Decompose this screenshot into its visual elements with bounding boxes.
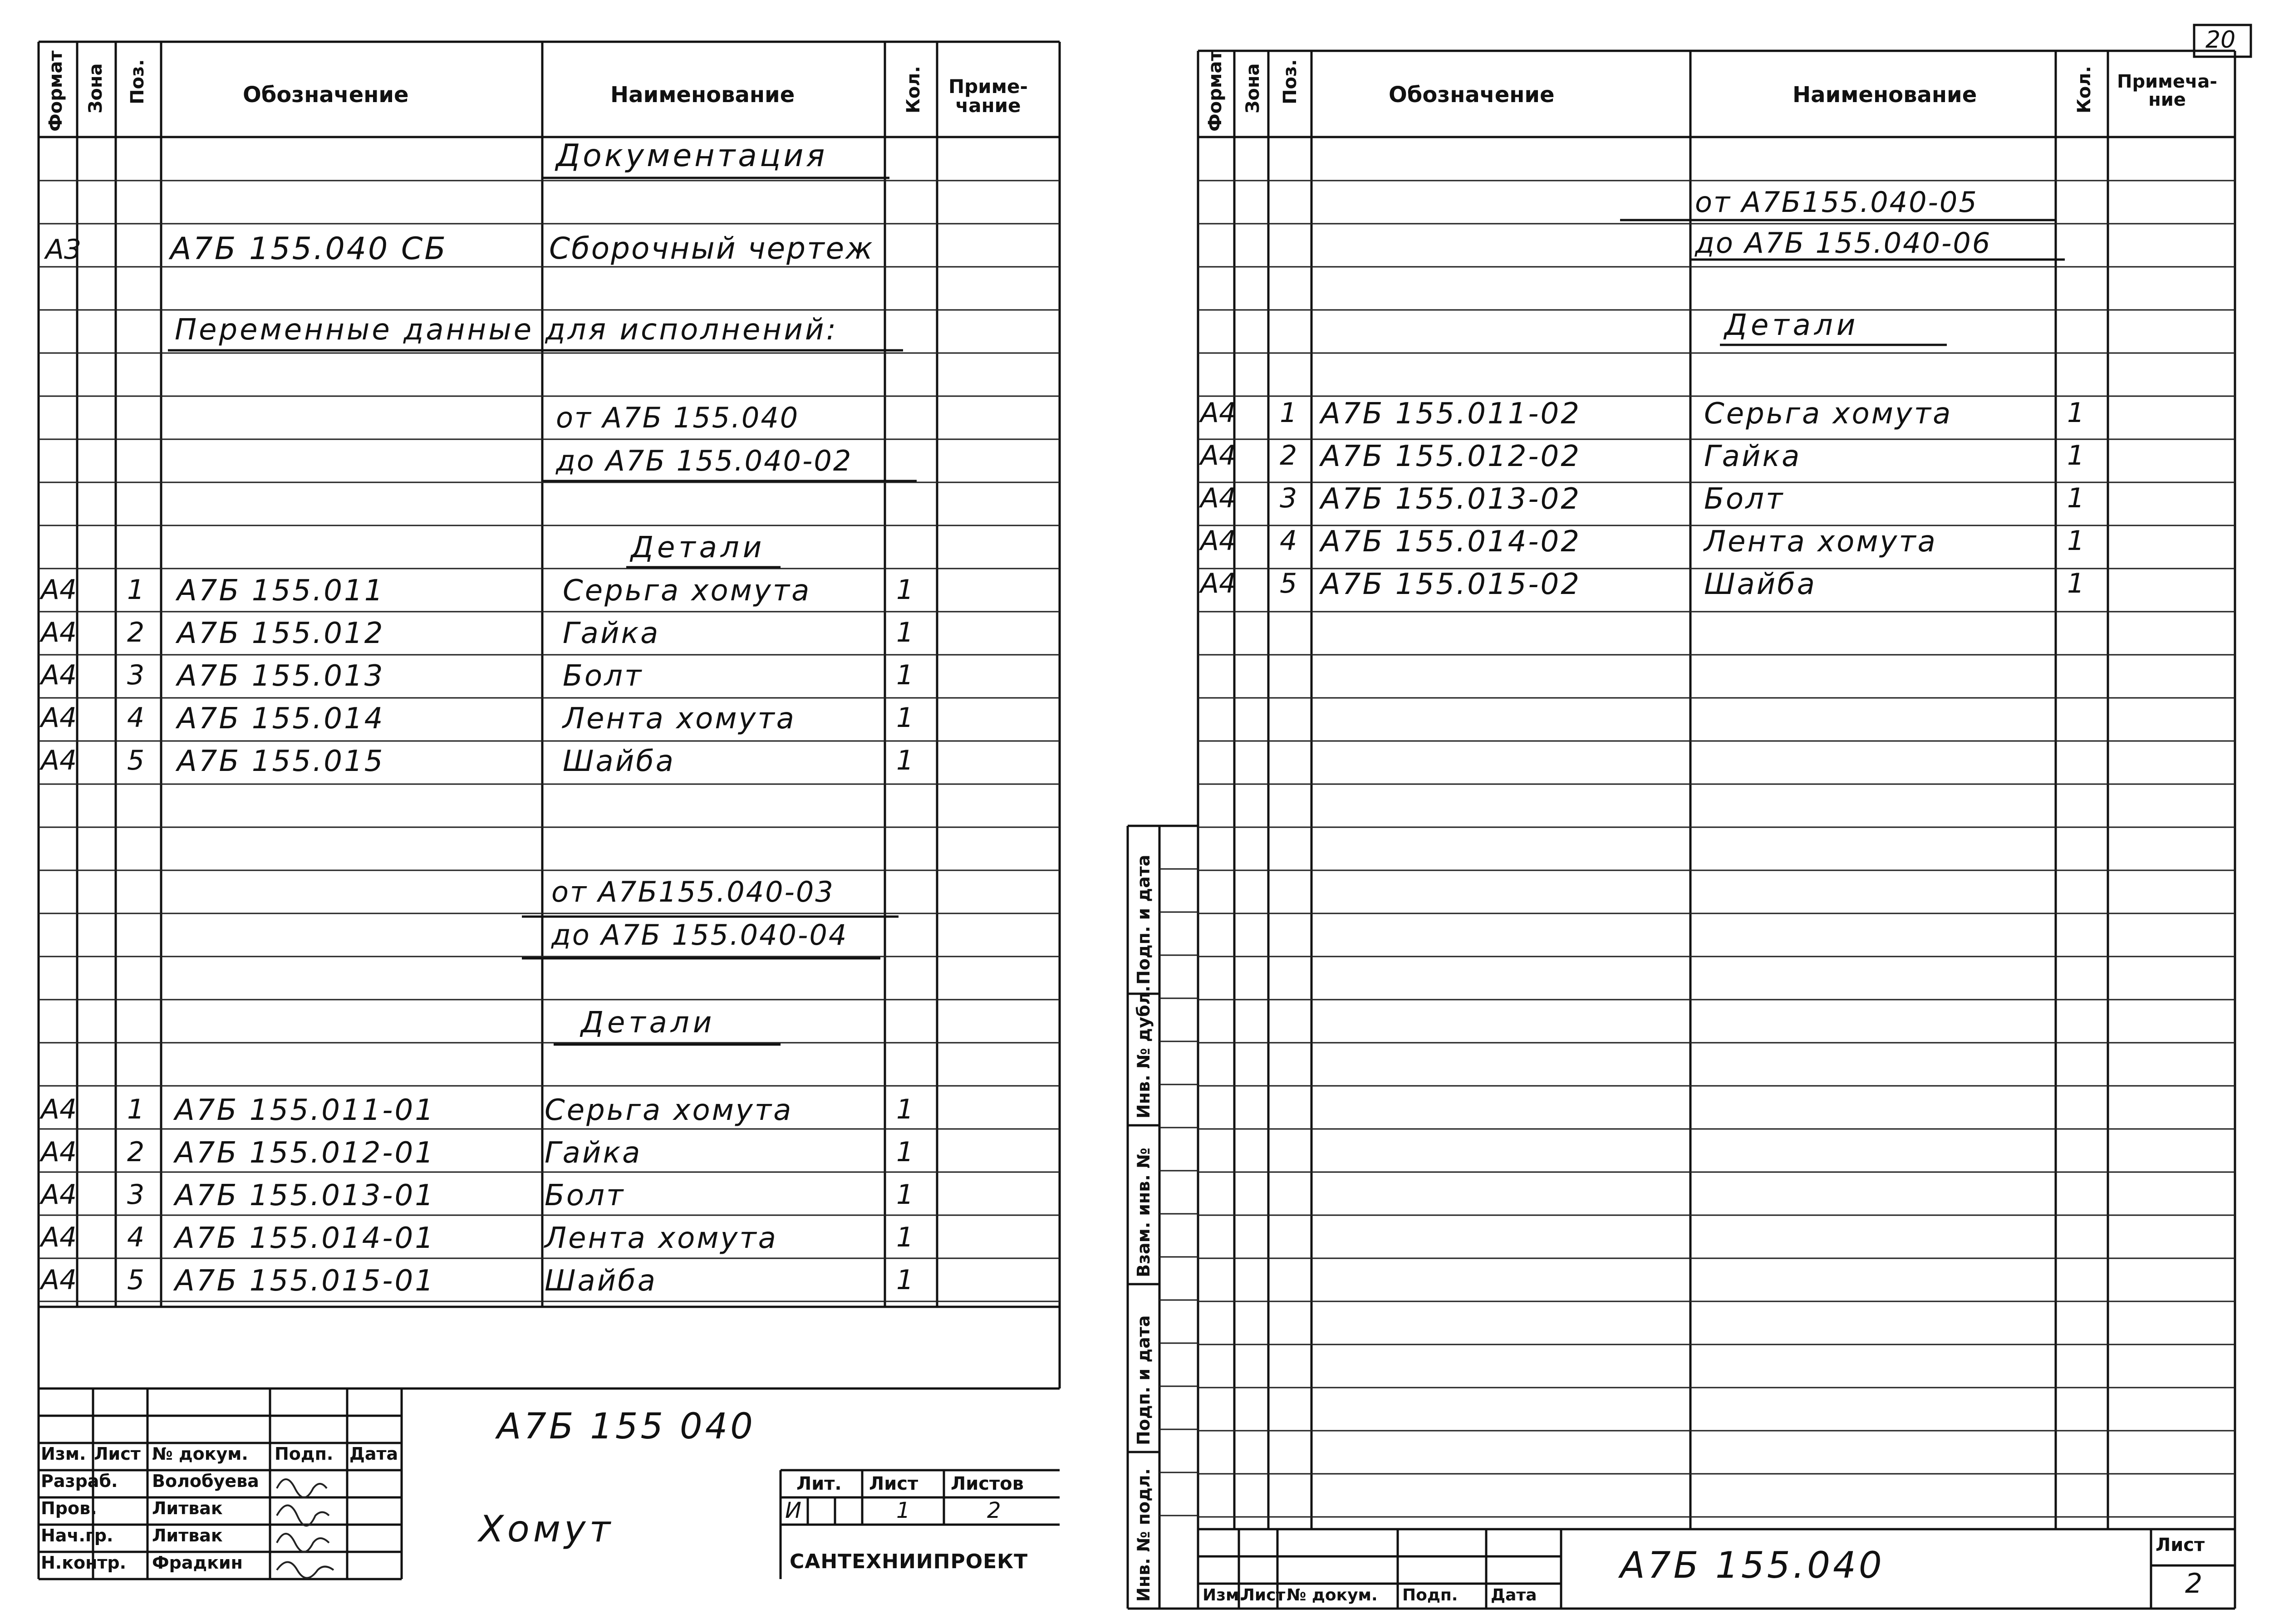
part1-row-name: Болт (563, 659, 643, 693)
signature-marks (0, 0, 1107, 1624)
part1-row-designation: А7Б 155.011 (177, 574, 385, 608)
tb-sheets-value: 2 (987, 1498, 1001, 1523)
part1-row-qty: 1 (896, 659, 914, 691)
range1-from: от А7Б 155.040 (556, 401, 800, 434)
part3-row-pos: 5 (1280, 568, 1297, 599)
part3-row-name: Серьга хомута (1704, 397, 1953, 431)
rb-col-date: Дата (1491, 1586, 1537, 1604)
part3-row-format: А4 (1200, 440, 1237, 471)
part3-row-qty: 1 (2067, 568, 2085, 599)
tb-head-name: Литвак (152, 1526, 223, 1545)
part1-row-qty: 1 (896, 702, 914, 734)
side-replace-inv: Взам. инв. № (1134, 1148, 1154, 1277)
tb-lit-value: И (785, 1498, 801, 1523)
rb-sheet-value: 2 (2185, 1568, 2203, 1599)
part1-row-format: А4 (41, 659, 77, 691)
part1-row-pos: 2 (127, 617, 145, 648)
header-zone-right: Зона (1243, 63, 1263, 113)
part3-row-format: А4 (1200, 568, 1237, 599)
part1-row-name: Шайба (563, 745, 675, 778)
part2-row-pos: 2 (127, 1136, 145, 1168)
tb-developed-label: Разраб. (41, 1471, 118, 1491)
right-sheet-grid (1107, 0, 2269, 1624)
part3-row-name: Лента хомута (1704, 525, 1937, 559)
part1-row-pos: 3 (127, 659, 145, 691)
part1-row-pos: 1 (127, 574, 145, 606)
part1-row-format: А4 (41, 745, 77, 776)
header-name-right: Наименование (1793, 82, 1977, 108)
side-inv-orig: Инв. № подл. (1134, 1468, 1154, 1602)
part3-row-qty: 1 (2067, 440, 2085, 471)
details2-heading: Детали (581, 1006, 716, 1040)
part2-row-designation: А7Б 155.012-01 (175, 1136, 435, 1170)
tb-sheets-label: Листов (951, 1473, 1024, 1494)
header-format: Формат (45, 50, 66, 132)
tb-col-izm: Изм. (41, 1444, 86, 1464)
rb-col-izm: Изм. (1203, 1586, 1246, 1604)
part1-row-format: А4 (41, 702, 77, 734)
details1-heading: Детали (631, 531, 766, 564)
part3-row-designation: А7Б 155.011-02 (1321, 397, 1581, 431)
range2-from: от А7Б155.040-03 (551, 875, 835, 908)
part3-row-designation: А7Б 155.012-02 (1321, 440, 1581, 473)
part3-row-designation: А7Б 155.014-02 (1321, 525, 1581, 559)
right-sheet (1107, 0, 2269, 1624)
part2-row-format: А4 (41, 1094, 77, 1125)
tb-sheet-value: 1 (896, 1498, 910, 1523)
part3-row-pos: 3 (1280, 482, 1297, 514)
tb-document-code: А7Б 155 040 (497, 1406, 756, 1447)
part3-row-format: А4 (1200, 482, 1237, 514)
part2-row-qty: 1 (896, 1136, 914, 1168)
part3-row-format: А4 (1200, 397, 1237, 429)
header-pos: Поз. (127, 59, 148, 104)
part2-row-designation: А7Б 155.013-01 (175, 1179, 435, 1212)
left-sheet (0, 0, 1107, 1624)
header-note-right: Примеча- ние (2117, 71, 2218, 110)
tb-col-sign: Подп. (275, 1444, 334, 1464)
range3-to: до А7Б 155.040-06 (1695, 226, 1992, 260)
part2-row-qty: 1 (896, 1179, 914, 1211)
part2-row-format: А4 (41, 1222, 77, 1253)
header-zone: Зона (85, 63, 106, 113)
part3-row-format: А4 (1200, 525, 1237, 557)
part3-row-name: Гайка (1704, 440, 1802, 473)
part2-row-designation: А7Б 155.015-01 (175, 1264, 435, 1298)
tb-col-doc: № докум. (152, 1444, 248, 1464)
part3-row-pos: 4 (1280, 525, 1297, 557)
tb-sheet-label: Лист (869, 1473, 918, 1494)
header-pos-right: Поз. (1280, 59, 1301, 104)
header-qty: Кол. (903, 66, 924, 113)
part2-row-name: Серьга хомута (545, 1094, 793, 1127)
side-sign-date-1: Подп. и дата (1134, 854, 1154, 985)
part3-row-qty: 1 (2067, 482, 2085, 514)
side-sign-date-2: Подп. и дата (1134, 1315, 1154, 1445)
header-designation: Обозначение (243, 82, 409, 108)
part2-row-qty: 1 (896, 1094, 914, 1125)
range2-to: до А7Б 155.040-04 (551, 918, 848, 952)
part3-row-name: Болт (1704, 482, 1785, 516)
rb-document-code: А7Б 155.040 (1620, 1544, 1885, 1586)
tb-norm-label: Н.контр. (41, 1553, 127, 1573)
part1-row-name: Лента хомута (563, 702, 796, 736)
range3-from: от А7Б155.040-05 (1695, 186, 1978, 219)
header-designation-right: Обозначение (1389, 82, 1555, 108)
page-number: 20 (2205, 26, 2236, 54)
part2-row-qty: 1 (896, 1264, 914, 1296)
details3-heading: Детали (1724, 309, 1859, 342)
part3-row-qty: 1 (2067, 525, 2085, 557)
part1-row-designation: А7Б 155.013 (177, 659, 385, 693)
rb-sheet-label: Лист (2156, 1535, 2205, 1555)
header-qty-right: Кол. (2074, 66, 2095, 113)
part3-row-name: Шайба (1704, 568, 1817, 601)
part1-row-pos: 4 (127, 702, 145, 734)
tb-checked-label: Пров. (41, 1498, 97, 1518)
section-documentation: Документация (556, 138, 828, 174)
part1-row-name: Серьга хомута (563, 574, 811, 608)
rb-col-doc: № докум. (1287, 1586, 1378, 1604)
tb-col-date: Дата (349, 1444, 398, 1464)
part3-row-pos: 2 (1280, 440, 1297, 471)
part1-row-designation: А7Б 155.015 (177, 745, 385, 778)
part1-row-format: А4 (41, 574, 77, 606)
tb-checked-name: Литвак (152, 1498, 223, 1518)
variable-data-heading: Переменные данные для исполнений: (175, 313, 838, 347)
part2-row-name: Болт (545, 1179, 625, 1212)
part2-row-name: Шайба (545, 1264, 657, 1298)
header-format-right: Формат (1205, 50, 1226, 132)
part3-row-designation: А7Б 155.015-02 (1321, 568, 1581, 601)
header-note: Приме- чание (948, 75, 1028, 117)
part1-row-qty: 1 (896, 574, 914, 606)
part2-row-pos: 5 (127, 1264, 145, 1296)
part1-row-designation: А7Б 155.014 (177, 702, 385, 736)
part3-row-designation: А7Б 155.013-02 (1321, 482, 1581, 516)
part3-row-pos: 1 (1280, 397, 1297, 429)
part3-row-qty: 1 (2067, 397, 2085, 429)
tb-organization: САНТЕХНИИПРОЕКТ (790, 1550, 1028, 1573)
part1-row-pos: 5 (127, 745, 145, 776)
doc-name: Сборочный чертеж (549, 231, 874, 266)
part2-row-pos: 3 (127, 1179, 145, 1211)
part2-row-pos: 1 (127, 1094, 145, 1125)
range1-to: до А7Б 155.040-02 (556, 444, 853, 477)
tb-developed-name: Волобуева (152, 1471, 259, 1491)
tb-col-list: Лист (94, 1444, 141, 1464)
doc-format: А3 (45, 234, 82, 265)
rb-col-list: Лист (1241, 1586, 1286, 1604)
tb-product-name: Хомут (479, 1508, 614, 1550)
part2-row-format: А4 (41, 1136, 77, 1168)
part1-row-name: Гайка (563, 617, 660, 650)
part1-row-designation: А7Б 155.012 (177, 617, 385, 650)
tb-norm-name: Фрадкин (152, 1553, 243, 1573)
part2-row-designation: А7Б 155.014-01 (175, 1222, 435, 1255)
side-dup-inv: Инв. № дубл. (1134, 986, 1154, 1119)
part2-row-designation: А7Б 155.011-01 (175, 1094, 435, 1127)
tb-head-label: Нач.гр. (41, 1526, 113, 1545)
part2-row-format: А4 (41, 1264, 77, 1296)
header-name: Наименование (610, 82, 795, 108)
tb-lit-label: Лит. (796, 1473, 842, 1494)
rb-col-sign: Подп. (1402, 1586, 1458, 1604)
part2-row-pos: 4 (127, 1222, 145, 1253)
part2-row-name: Гайка (545, 1136, 642, 1170)
part2-row-name: Лента хомута (545, 1222, 778, 1255)
part1-row-format: А4 (41, 617, 77, 648)
doc-designation: А7Б 155.040 СБ (170, 231, 447, 267)
part1-row-qty: 1 (896, 745, 914, 776)
part2-row-format: А4 (41, 1179, 77, 1211)
part1-row-qty: 1 (896, 617, 914, 648)
part2-row-qty: 1 (896, 1222, 914, 1253)
